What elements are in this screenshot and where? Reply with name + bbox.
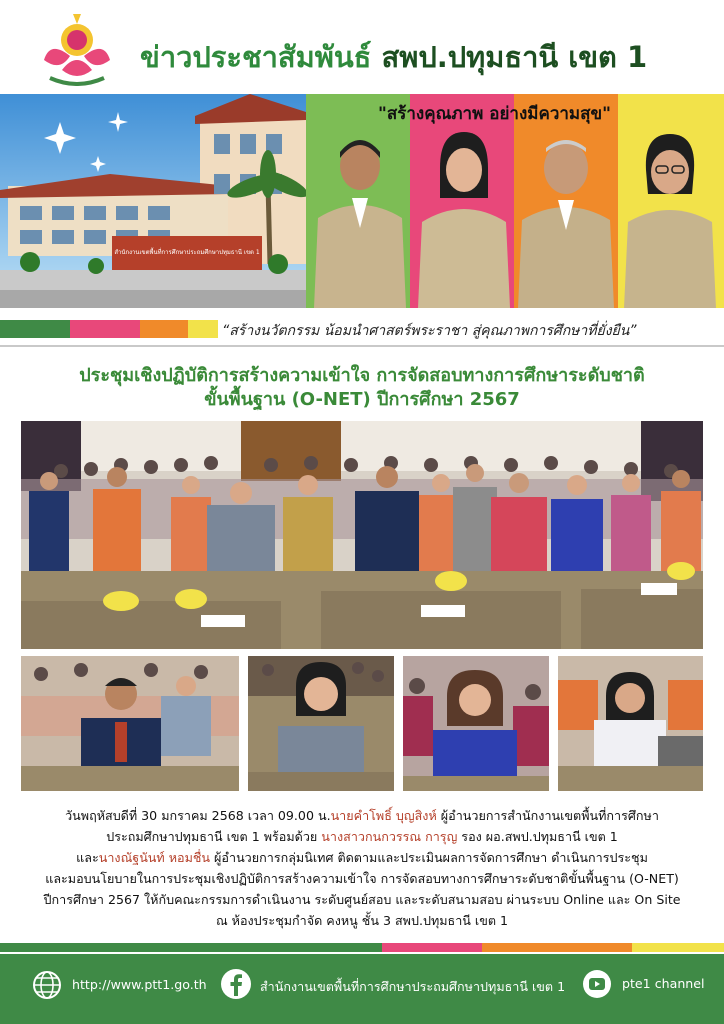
footer [0,954,724,1024]
meeting-photo-3 [403,656,549,791]
footer-stripe-pink [382,943,482,952]
meeting-photo-4 [558,656,703,791]
tagline: “สร้างนวัตกรรม น้อมนำศาสตร์พระราชา สู่คุณภาพการศึกษาที่ยั่งยืน” [222,323,637,339]
title-part1: ข่าวประชาสัมพันธ์ [140,40,372,74]
headline-line2: ขั้นพื้นฐาน (O-NET) ปีการศึกษา 2567 [204,389,520,410]
executive-portrait-3 [518,118,614,308]
footer-stripe-green [0,943,382,952]
executive-portrait-2 [416,118,512,308]
meeting-photo-1 [21,656,239,791]
school-photo [0,94,306,308]
body-line6: ณ ห้องประชุมกำจัด คงหนู ชั้น 3 สพป.ปทุมธานี เขต 1 [215,913,509,928]
website-link[interactable]: http://www.ptt1.go.th [72,977,207,992]
divider-yellow [188,320,218,338]
school-sign-text: สำนักงานเขตพื้นที่การศึกษาประถมศึกษาปทุมธานี เขต 1 [114,249,260,256]
footer-stripe-orange [482,943,632,952]
body-line2: ประถมศึกษาปทุมธานี เขต 1 พร้อมด้วย นางสาวกนกวรรณ การุญ รอง ผอ.สพป.ปทุมธานี เขต 1 [106,829,618,844]
executive-portrait-1 [312,118,408,308]
headline-line1: ประชุมเชิงปฏิบัติการสร้างความเข้าใจ การจัดสอบทางการศึกษาระดับชาติ [79,365,645,386]
facebook-link[interactable]: สำนักงานเขตพื้นที่การศึกษาประถมศึกษาปทุมธานี เขต 1 [260,979,566,994]
banner-slogan: "สร้างคุณภาพ อย่างมีความสุข" [378,104,611,124]
divider-line [0,345,724,347]
lotus-emblem-icon [40,10,114,86]
body-line5: ปีการศึกษา 2567 ให้กับคณะกรรมการดำเนินงาน ระดับศูนย์สอบ และระดับสนามสอบ ผ่านระบบ Online และ On Site [43,892,681,907]
body-line1: วันพฤหัสบดีที่ 30 มกราคม 2568 เวลา 09.00 น.นายคำโพธิ์ บุญสิงห์ ผู้อำนวยการสำนักงานเขตพื้นที่การศึกษา [65,808,659,823]
divider-pink [70,320,140,338]
news-body [0,805,724,931]
body-line4: และมอบนโยบายในการประชุมเชิงปฏิบัติการสร้างความเข้าใจ การจัดสอบทางการศึกษาระดับชาติขั้นพื้นฐาน (O-NET) [45,871,679,886]
youtube-link[interactable]: pte1 channel [622,976,705,991]
page-title [140,34,647,80]
facebook-icon[interactable] [220,968,252,1000]
globe-icon [32,970,62,1000]
body-line3: และนางณัฐนันท์ หอมชื่น ผู้อำนวยการกลุ่มนิเทศ ติดตามและประเมินผลการจัดการศึกษา ดำเนินการประชุม [76,850,648,865]
executive-portrait-4 [622,118,718,308]
divider-green [0,320,70,338]
youtube-icon[interactable] [582,969,612,999]
divider-orange [140,320,188,338]
meeting-group-photo [21,421,703,649]
title-part2: สพป.ปทุมธานี เขต 1 [381,40,648,74]
footer-stripe-yellow [632,943,724,952]
meeting-photo-2 [248,656,394,791]
